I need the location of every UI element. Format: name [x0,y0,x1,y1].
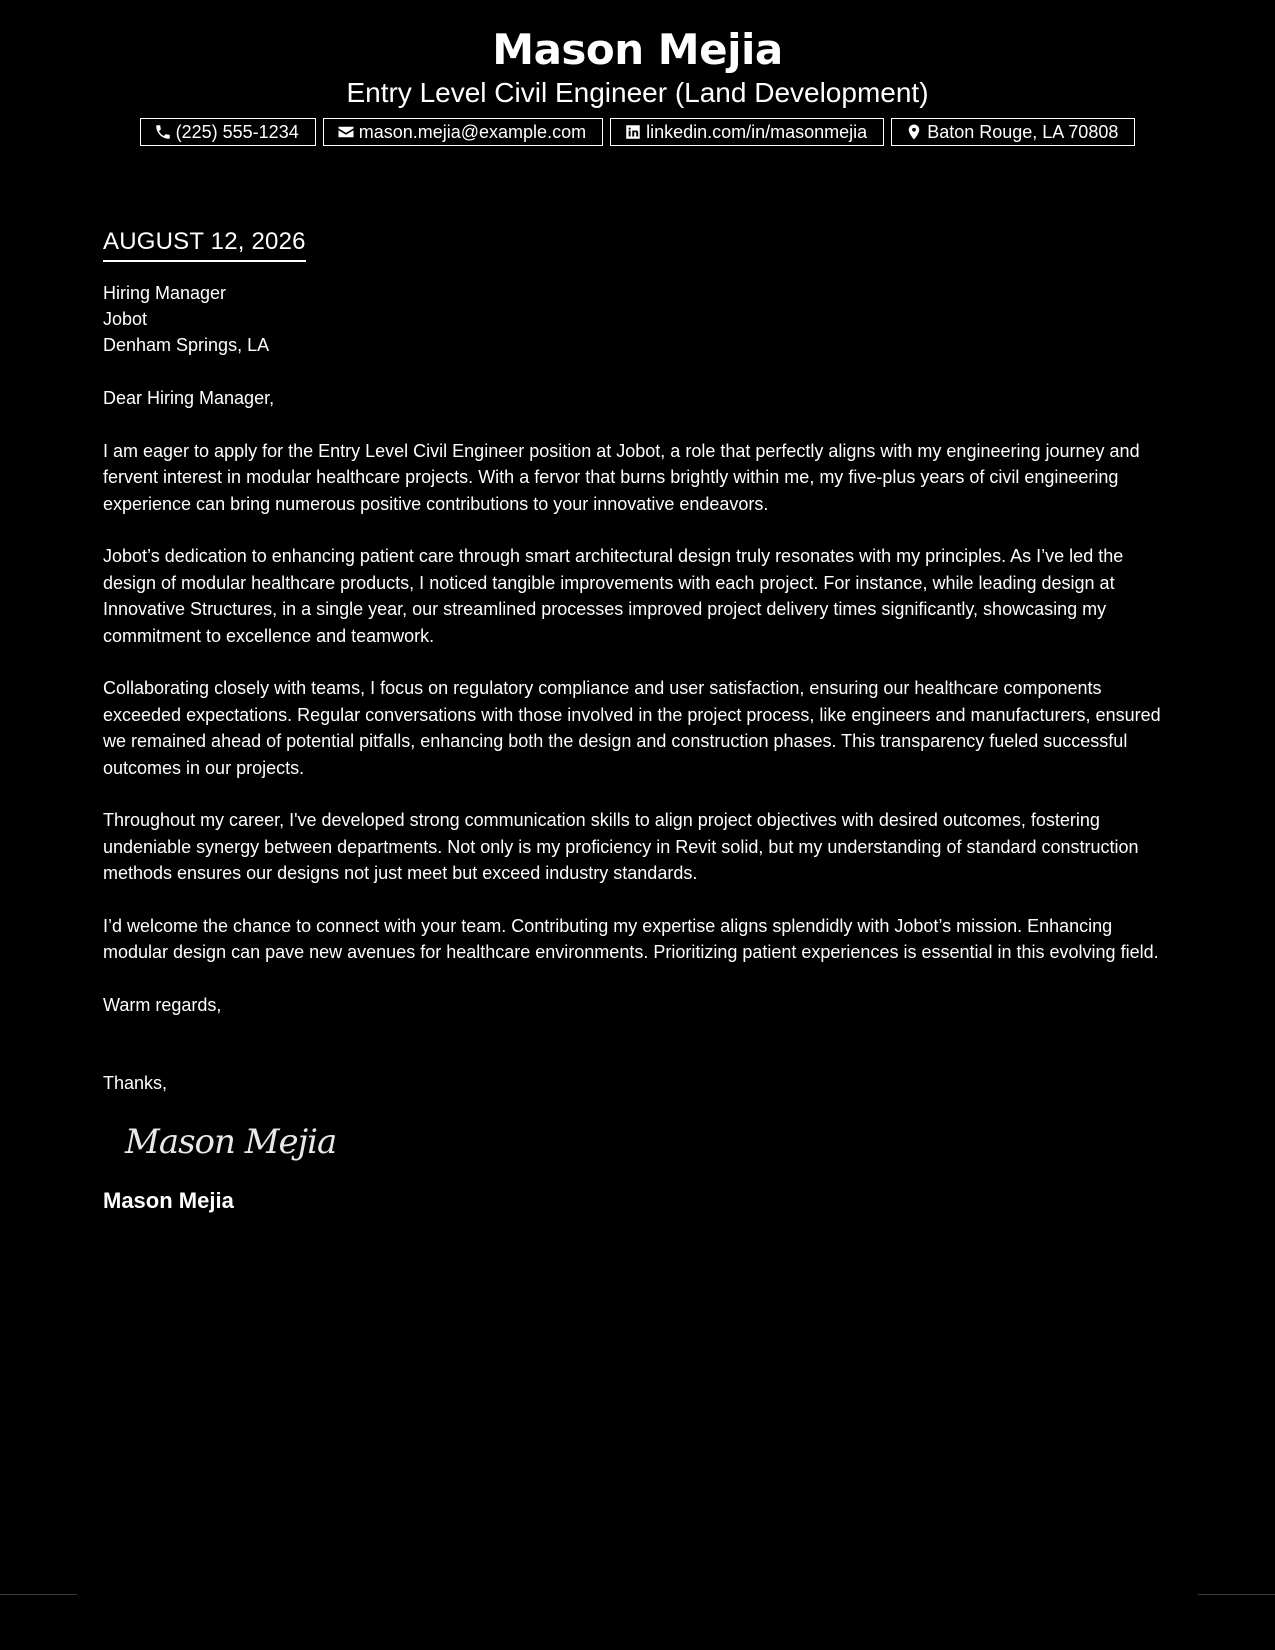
contact-bar [0,118,1275,146]
location-text: Baton Rouge, LA 70808 [927,121,1119,142]
phone-text: (225) 555-1234 [175,121,299,142]
linkedin-contact[interactable] [610,118,884,146]
closing: Warm regards, [103,994,222,1015]
body-paragraph: Throughout my career, I've developed strong communication skills to align project objectives with desired outcomes, fostering undeniable synergy between departments. Not only is my proficiency in Revit solid, but my understanding of standard construction methods ensures our designs not just meet but exceed industry standards. [103,810,1139,883]
body-paragraph: I am eager to apply for the Entry Level Civil Engineer position at Jobot, a role that perfectly aligns with my engineering journey and fervent interest in modular healthcare projects. With a fervor that burns brightly within me, my five-plus years of civil engineering experience can bring numerous positive contributions to your innovative endeavors. [103,440,1140,514]
letter-body [103,227,1178,1215]
job-title: Entry Level Civil Engineer (Land Development) [346,77,929,108]
linkedin-icon [624,123,642,141]
signer-name: Mason Mejia [103,1187,234,1213]
phone-icon [154,123,172,141]
recipient-line: Hiring Manager [103,283,227,303]
phone-contact[interactable] [140,118,316,146]
letter-header [0,22,1275,146]
body-paragraph: Jobot’s dedication to enhancing patient care through smart architectural design truly resonates with my principles. As I’ve led the design of modular healthcare products, I noticed tangible improvements with each project. For instance, while leading design at Innovative Structures, in a single year, our streamlined processes improved project delivery times significantly, showcasing my commitment to excellence and teamwork. [103,546,1124,646]
location-contact [891,118,1135,146]
body-paragraph: Collaborating closely with teams, I focus on regulatory compliance and user satisfaction, ensuring our healthcare components exceeded expectations. Regular conversations with those involved in the project process, like engineers and manufacturers, ensured we remained ahead of potential pitfalls, enhancing both the design and construction phases. This transparency fueled successful outcomes in our projects. [103,678,1161,778]
envelope-icon [337,123,355,141]
map-pin-icon [905,123,923,141]
handwritten-signature: Mason Mejia [125,1121,337,1162]
linkedin-text: linkedin.com/in/masonmejia [646,121,868,142]
email-text: mason.mejia@example.com [358,121,587,142]
body-paragraph: I’d welcome the chance to connect with your team. Contributing my expertise aligns splendidly with Jobot’s mission. Enhancing modular design can pave new avenues for healthcare environments. Prioritizing patient experiences is essential in this evolving field. [103,915,1159,962]
applicant-name: Mason Mejia [492,25,783,74]
recipient-line: Denham Springs, LA [103,335,270,355]
footer-divider-right [1198,1594,1275,1595]
recipient-line: Jobot [103,309,148,329]
salutation: Dear Hiring Manager, [103,388,275,408]
thanks-line: Thanks, [103,1073,168,1093]
letter-date: AUGUST 12, 2026 [103,227,306,262]
footer-divider-left [0,1594,77,1595]
recipient-block [103,280,1178,358]
email-contact[interactable] [323,118,603,146]
